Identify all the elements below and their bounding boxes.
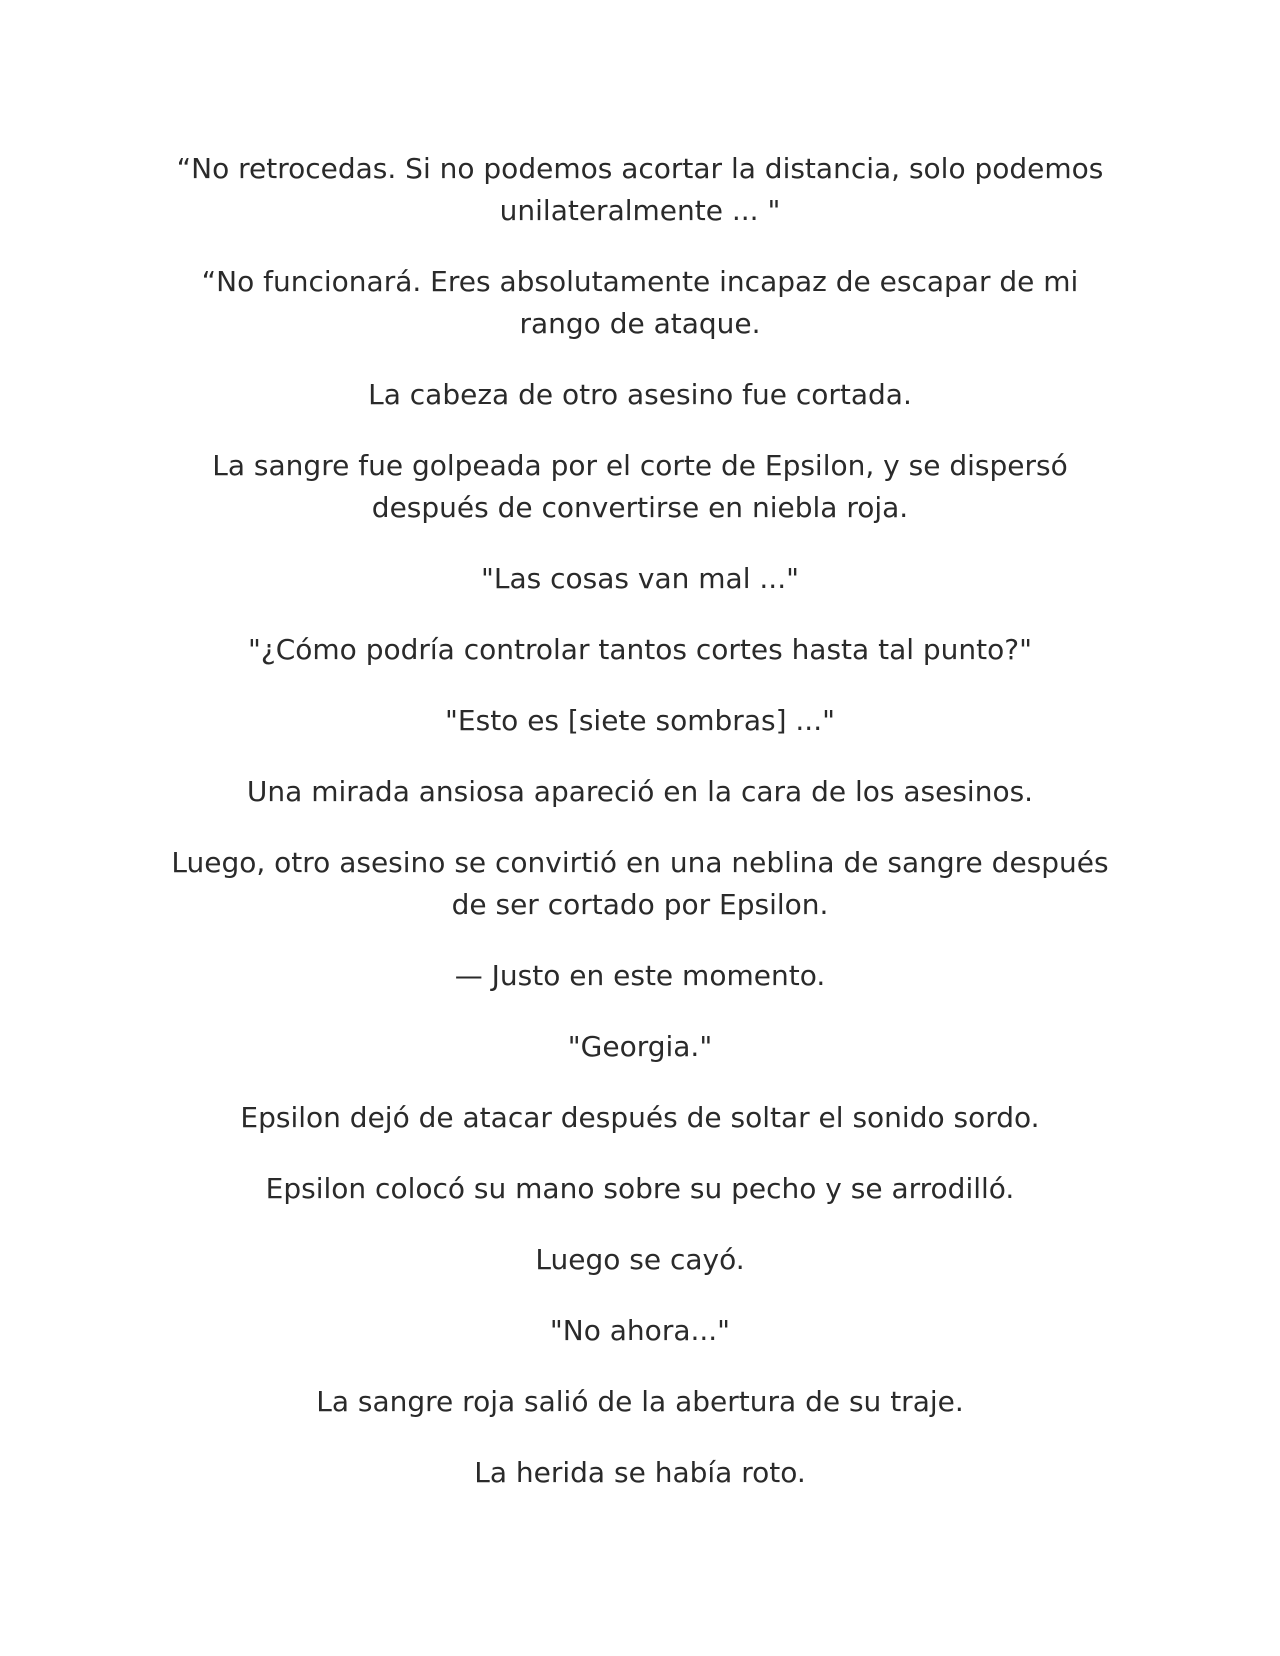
paragraph: La herida se había roto. [474, 1456, 806, 1489]
paragraph: Luego, otro asesino se convirtió en una neblina de sangre después de ser cortado por Epsilon. [171, 846, 1109, 921]
paragraph: Epsilon colocó su mano sobre su pecho y se arrodilló. [265, 1172, 1015, 1205]
paragraph: La cabeza de otro asesino fue cortada. [368, 378, 912, 411]
paragraph: "Esto es [siete sombras] ..." [445, 704, 835, 737]
paragraph: “No funcionará. Eres absolutamente incapaz de escapar de mi rango de ataque. [201, 265, 1079, 340]
paragraph: La sangre fue golpeada por el corte de Epsilon, y se dispersó después de convertirse en niebla roja. [212, 449, 1068, 524]
document-body [170, 148, 1110, 1523]
paragraph: "No ahora..." [549, 1314, 731, 1347]
paragraph: "Las cosas van mal ..." [481, 562, 799, 595]
paragraph: Luego se cayó. [535, 1243, 745, 1276]
paragraph: “No retrocedas. Si no podemos acortar la distancia, solo podemos unilateralmente ... " [176, 152, 1104, 227]
paragraph: "Georgia." [567, 1030, 713, 1063]
paragraph: — Justo en este momento. [454, 959, 826, 992]
paragraph: Epsilon dejó de atacar después de soltar el sonido sordo. [240, 1101, 1040, 1134]
paragraph: La sangre roja salió de la abertura de su traje. [316, 1385, 964, 1418]
paragraph: Una mirada ansiosa apareció en la cara de los asesinos. [246, 775, 1034, 808]
paragraph: "¿Cómo podría controlar tantos cortes hasta tal punto?" [247, 633, 1033, 666]
